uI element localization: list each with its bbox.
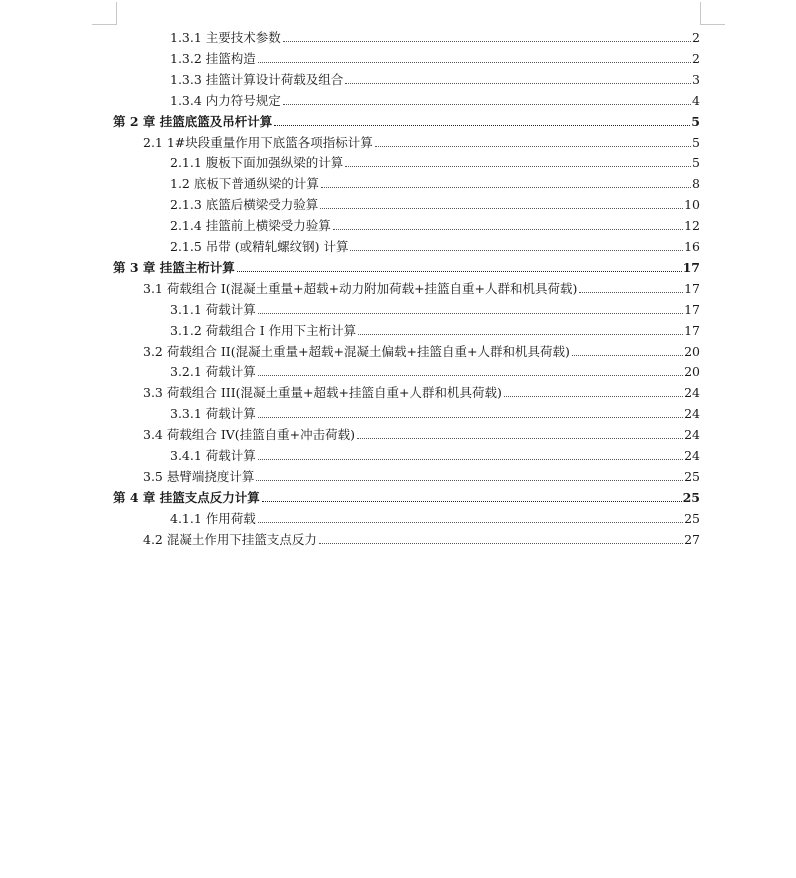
toc-entry[interactable] [170, 506, 700, 526]
toc-dot-leader [572, 354, 683, 356]
toc-entry-label: 1.3.2 挂篮构造 [170, 50, 256, 66]
toc-chapter-entry[interactable] [113, 255, 700, 275]
toc-page-number: 17 [684, 301, 700, 317]
toc-dot-leader [258, 416, 683, 418]
toc-entry[interactable] [170, 25, 700, 45]
toc-entry[interactable] [143, 464, 700, 484]
toc-entry-label: 2.1.4 挂篮前上横梁受力验算 [170, 218, 331, 234]
toc-page-number: 8 [692, 176, 700, 192]
toc-dot-leader [345, 82, 691, 84]
toc-entry-label: 第 2 章 挂篮底篮及吊杆计算 [113, 113, 273, 129]
toc-dot-leader [357, 437, 683, 439]
toc-entry[interactable] [170, 171, 700, 191]
toc-page-number: 4 [692, 92, 700, 108]
toc-page-number: 20 [684, 364, 700, 380]
toc-page-number: 5 [691, 113, 700, 129]
toc-page-number: 24 [684, 406, 700, 422]
toc-entry[interactable] [170, 401, 700, 421]
toc-entry-label: 1.3.3 挂篮计算设计荷载及组合 [170, 71, 344, 87]
toc-entry-label: 第 4 章 挂篮支点反力计算 [113, 489, 260, 505]
toc-dot-leader [256, 479, 683, 481]
toc-page-number: 25 [684, 468, 700, 484]
toc-entry-label: 3.3.1 荷载计算 [170, 406, 256, 422]
toc-entry-label: 3.3 荷载组合 III(混凝土重量+超载+挂篮自重+人群和机具荷载) [143, 385, 502, 401]
toc-page-number: 24 [684, 385, 700, 401]
toc-entry[interactable] [170, 359, 700, 379]
toc-dot-leader [262, 500, 682, 502]
toc-dot-leader [237, 270, 682, 272]
toc-dot-leader [504, 395, 683, 397]
toc-entry-label: 3.2.1 荷载计算 [170, 364, 256, 380]
toc-entry-label: 2.1.1 腹板下面加强纵梁的计算 [170, 155, 344, 171]
toc-dot-leader [350, 249, 683, 251]
toc-page-number: 10 [684, 197, 700, 213]
toc-entry[interactable] [170, 234, 700, 254]
toc-dot-leader [258, 61, 691, 63]
toc-entry-label: 2.1.5 吊带 (或精轧螺纹钢) 计算 [170, 239, 349, 254]
toc-dot-leader [358, 333, 683, 335]
toc-dot-leader [333, 228, 683, 230]
toc-entry-label: 3.5 悬臂端挠度计算 [143, 468, 255, 484]
toc-page-number: 20 [684, 343, 700, 359]
toc-dot-leader [375, 145, 691, 147]
toc-page-number: 5 [692, 134, 700, 150]
toc-page-number: 16 [684, 239, 700, 254]
toc-entry-label: 4.2 混凝土作用下挂篮支点反力 [143, 531, 317, 547]
toc-entry[interactable] [170, 150, 700, 170]
toc-dot-leader [258, 458, 683, 460]
toc-entry-label: 2.1.3 底篮后横梁受力验算 [170, 197, 319, 213]
toc-page-number: 24 [684, 427, 700, 443]
toc-entry-label: 3.4 荷载组合 IV(挂篮自重+冲击荷载) [143, 427, 356, 443]
toc-entry[interactable] [143, 380, 700, 400]
toc-page-number: 3 [692, 71, 700, 87]
toc-entry[interactable] [170, 297, 700, 317]
toc-page-number: 17 [684, 280, 700, 296]
toc-entry[interactable] [170, 443, 700, 463]
toc-entry[interactable] [170, 67, 700, 87]
toc-entry-label: 1.3.4 内力符号规定 [170, 92, 281, 108]
toc-page-number: 2 [692, 50, 700, 66]
toc-entry-label: 4.1.1 作用荷载 [170, 510, 256, 526]
toc-dot-leader [274, 124, 690, 126]
toc-entry-label: 2.1 1#块段重量作用下底篮各项指标计算 [143, 134, 373, 150]
toc-page-number: 5 [692, 155, 700, 171]
toc-entry[interactable] [143, 339, 700, 359]
toc-dot-leader [258, 521, 683, 523]
toc-entry[interactable] [170, 88, 700, 108]
toc-dot-leader [258, 374, 683, 376]
toc-dot-leader [345, 165, 691, 167]
crop-mark-top-right [700, 2, 725, 25]
toc-page-number: 25 [682, 489, 700, 505]
toc-entry-label: 3.4.1 荷载计算 [170, 448, 256, 463]
toc-entry[interactable] [143, 527, 700, 547]
toc-entry[interactable] [170, 192, 700, 212]
toc-entry[interactable] [143, 276, 700, 296]
toc-entry[interactable] [143, 130, 700, 150]
toc-entry[interactable] [170, 46, 700, 66]
toc-dot-leader [321, 186, 691, 188]
toc-dot-leader [283, 40, 691, 42]
toc-page-number: 17 [684, 322, 700, 338]
toc-chapter-entry[interactable] [113, 485, 700, 505]
toc-entry[interactable] [170, 213, 700, 233]
toc-entry-label: 第 3 章 挂篮主桁计算 [113, 259, 235, 275]
toc-dot-leader [258, 312, 683, 314]
toc-entry-label: 1.2 底板下普通纵梁的计算 [170, 176, 319, 192]
toc-entry-label: 3.1.2 荷载组合 I 作用下主桁计算 [170, 322, 357, 338]
toc-entry[interactable] [143, 422, 700, 442]
toc-dot-leader [320, 207, 683, 209]
toc-entry-label: 3.1 荷载组合 I(混凝土重量+超载+动力附加荷载+挂篮自重+人群和机具荷载) [143, 280, 578, 296]
toc-page-number: 17 [682, 259, 700, 275]
toc-page-number: 12 [684, 218, 700, 234]
toc-dot-leader [319, 542, 683, 544]
toc-page-number: 27 [684, 531, 700, 547]
toc-page-number: 24 [684, 448, 700, 463]
toc-page-number: 25 [684, 510, 700, 526]
toc-page-number: 2 [692, 30, 700, 45]
toc-entry-label: 1.3.1 主要技术参数 [170, 30, 281, 45]
toc-dot-leader [283, 103, 691, 105]
toc-dot-leader [579, 291, 683, 293]
toc-entry-label: 3.2 荷载组合 II(混凝土重量+超载+混凝土偏载+挂篮自重+人群和机具荷载) [143, 343, 570, 359]
crop-mark-top-left [92, 2, 117, 25]
toc-entry-label: 3.1.1 荷载计算 [170, 301, 256, 317]
toc-chapter-entry[interactable] [113, 109, 700, 129]
toc-entry[interactable] [170, 318, 700, 338]
